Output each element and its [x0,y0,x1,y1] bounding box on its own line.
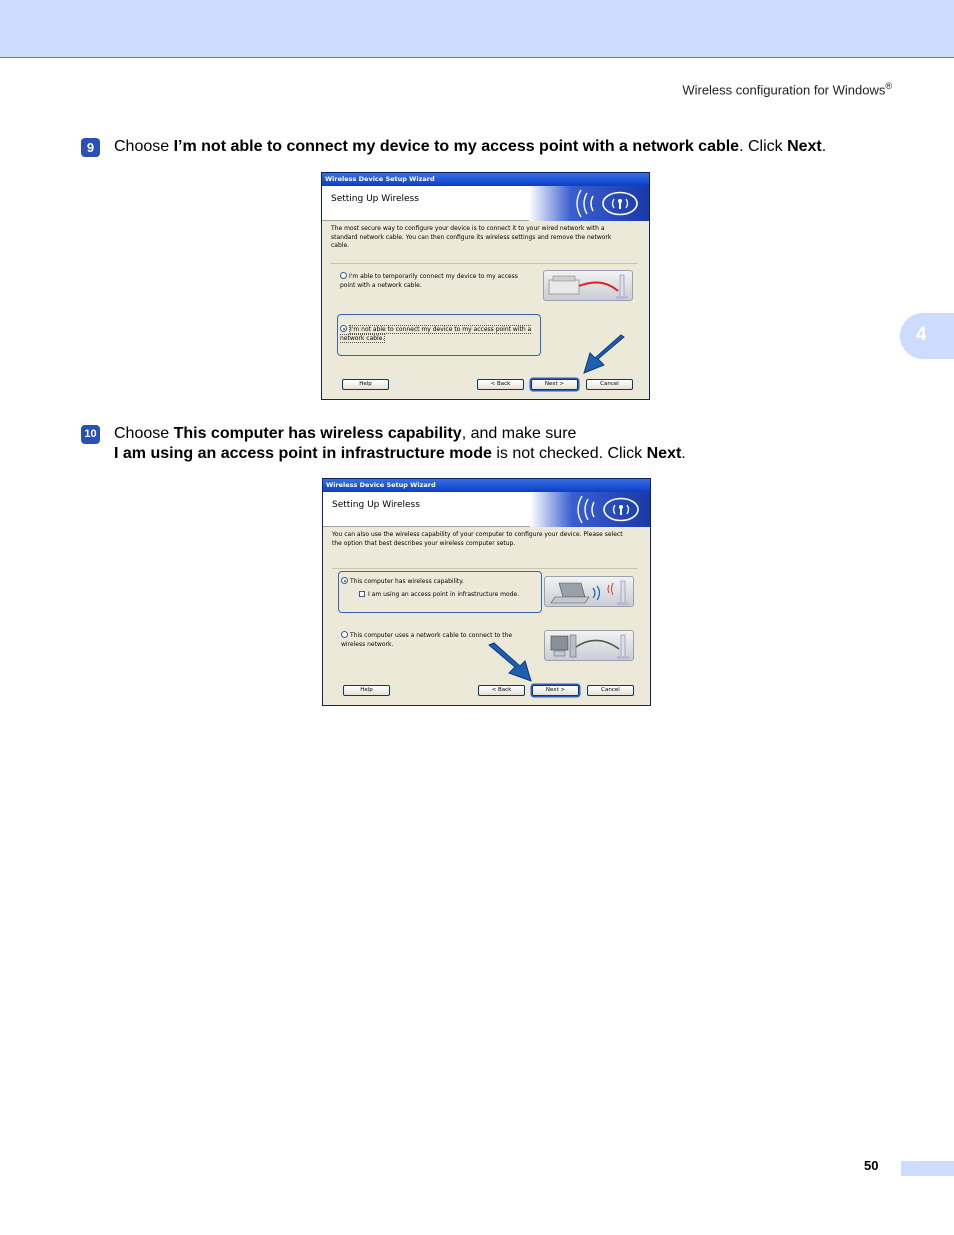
running-header [682,81,892,97]
wizard-heading: Setting Up Wireless [331,194,419,204]
wizard-header [322,186,649,221]
wizard-heading: Setting Up Wireless [332,500,420,510]
radio-button-selected[interactable] [340,325,347,332]
text-run: . [681,445,686,462]
next-label: Next [646,445,682,462]
chapter-tab [900,313,954,359]
window-title-bar: Wireless Device Setup Wizard [322,173,649,186]
option-no-cable[interactable] [340,325,536,343]
text-run: . Click [739,138,788,155]
laptop-wireless-image [544,576,634,607]
wizard-description: The most secure way to configure your device is to connect it to your wired network with a standard network cable. You can then configure its wireless settings and remove the network cable. [331,225,612,249]
radio-button[interactable] [341,631,348,638]
checkbox-label: I am using an access point in infrastructure mode. [368,591,520,598]
checkbox-name: I am using an access point in infrastructure mode [114,445,492,462]
pointer-arrow-icon [580,333,630,377]
wizard-header [323,492,650,527]
option-label: This computer uses a network cable to connect to the wireless network. [341,632,513,648]
option-connect-cable[interactable] [340,272,526,290]
option-name: This computer has wireless capability [173,425,462,442]
wireless-logo-icon [529,186,649,221]
desktop-cable-image [544,630,634,661]
footer-bar [901,1161,954,1176]
step-badge: 10 [81,425,100,444]
cancel-button[interactable]: Cancel [587,685,634,696]
text-run: . [821,138,827,155]
registered-mark: ® [885,81,892,91]
option-label: I'm able to temporarily connect my device to my access point with a network cable. [340,273,518,289]
wizard-screenshot-1 [321,172,650,400]
option-label: I'm not able to connect my device to my access point with a network cable. [340,326,532,342]
infrastructure-mode-checkbox[interactable] [359,591,539,600]
wizard-description: You can also use the wireless capability of your computer to configure your device. Please select the option that best describes your wireless computer setup. [332,531,623,547]
back-button[interactable]: < Back [477,379,524,390]
radio-button[interactable] [340,272,347,279]
step-instruction-line-1 [114,424,576,444]
option-wireless-capability[interactable] [341,577,531,587]
separator [332,568,638,569]
option-name: I’m not able to connect my device to my access point with a network cable [173,138,740,155]
printer-cable-icon [544,271,634,302]
wizard-screenshot-2 [322,478,651,706]
option-label: This computer has wireless capability. [350,578,464,585]
back-button[interactable]: < Back [478,685,525,696]
cancel-button[interactable]: Cancel [586,379,633,390]
text-run: Choose [114,425,174,442]
help-button[interactable]: Help [343,685,390,696]
running-header-text: Wireless configuration for Windows [682,82,886,98]
top-header-band [0,0,954,58]
text-run: , and make sure [461,425,577,442]
step-instruction-line-2 [114,444,686,464]
pointer-arrow-icon [485,641,535,685]
desktop-cable-icon [545,631,635,662]
text-run: is not checked. Click [491,445,647,462]
separator [331,263,637,264]
next-button[interactable]: Next > [531,379,578,390]
step-instruction [114,137,826,157]
checkbox-unchecked[interactable] [359,591,365,597]
chapter-number: 4 [916,324,927,345]
next-button[interactable]: Next > [532,685,579,696]
step-badge: 9 [81,138,100,157]
help-button[interactable]: Help [342,379,389,390]
wireless-logo-icon [530,492,650,527]
page-number: 50 [864,1158,879,1173]
radio-button-selected[interactable] [341,577,348,584]
next-label: Next [787,138,822,155]
window-title-bar: Wireless Device Setup Wizard [323,479,650,492]
text-run: Choose [114,138,174,155]
printer-cable-image [543,270,633,301]
laptop-wireless-icon [545,577,635,608]
